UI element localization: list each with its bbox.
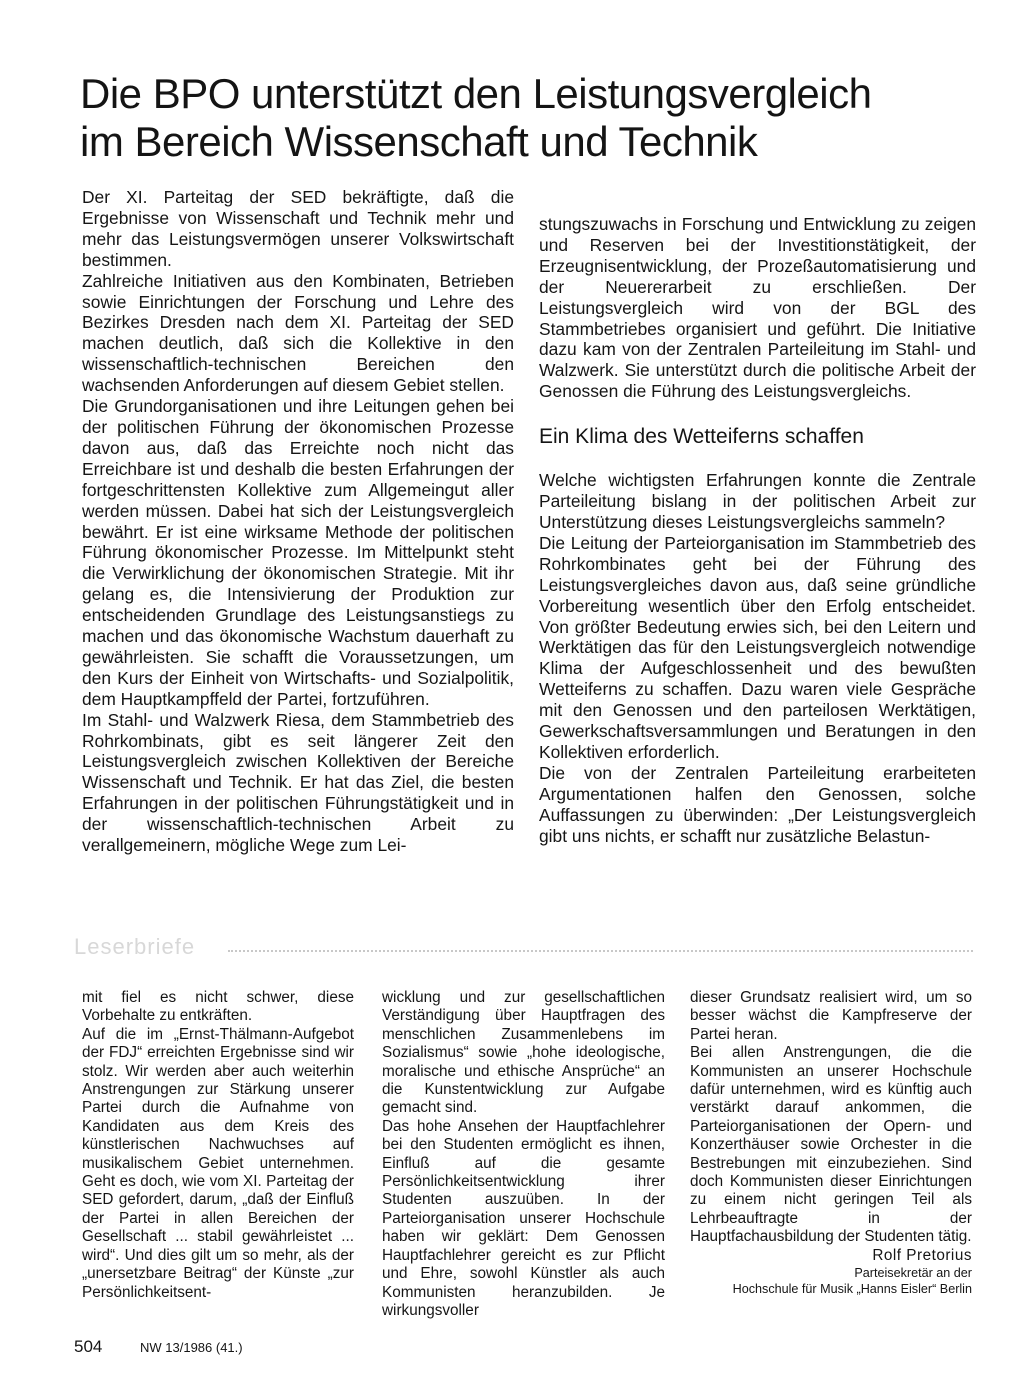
article-paragraph: stungszuwachs in Forschung und Entwicklung zu zeigen und Reserven bei der Investitionstätigkeit, der Erzeugnisentwicklung, der Prozeßautomatisierung und der Neuererarbeit zu erschließen. Der Leistungsvergleich wird von der BGL des Stammbetriebes organisiert und geführt. Die Initiative dazu kam von der Zentralen Parteileitung im Stahl- und Walzwerk. Sie unterstützt durch die politische Arbeit der Genossen die Führung des Leistungsvergleichs.: [539, 214, 976, 402]
letter-paragraph: Bei allen Anstrengungen, die die Kommunisten an unserer Hochschule dafür unternehmen, wird es künftig auch verstärkt darauf ankommen, die Parteiorganisationen der Opern- und Konzerthäuser sowie Orchester in die Bestrebungen mit einzubeziehen. Sind doch Kommunisten dieser Einrichtungen zu einem nicht geringen Teil als Lehrbeauftragte in der Hauptfachausbildung der Studenten tätig.: [690, 1044, 972, 1246]
article-paragraph: Die von der Zentralen Parteileitung erarbeiteten Argumentationen halfen den Genossen, solche Auffassungen zu überwinden: „Der Leistungsvergleich gibt uns nichts, er schafft nur zusätzliche Belastun-: [539, 762, 976, 846]
article-title-line-1: Die BPO unterstützt den Leistungsvergleich: [80, 70, 872, 117]
letter-paragraph: mit fiel es nicht schwer, diese Vorbehalte zu entkräften.: [82, 989, 354, 1025]
letter-author: Rolf Pretorius: [872, 1246, 972, 1264]
article-title: [80, 70, 980, 166]
letter-paragraph: wicklung und zur gesellschaftlichen Verständigung über Hauptfragen des menschlichen Zusammenlebens im Sozialismus“ sowie „hohe ideologische, moralische und ethische Ansprüche“ an die Kunstentwicklung zur Aufgabe gemacht sind.: [382, 989, 665, 1117]
letter-paragraph: dieser Grundsatz realisiert wird, um so besser wächst die Kampfreserve der Partei heran.: [690, 989, 972, 1043]
article-paragraph: Die Leitung der Parteiorganisation im Stammbetrieb des Rohrkombinates geht bei der Führung des Leistungsvergleiches davon aus, daß seine gründliche Vorbereitung wesentlich über den Erfolg entscheidet. Von größter Bedeutung erwies sich, bei den Leitern und Werktätigen das für den Leistungsvergleich notwendige Klima der Aufgeschlossenheit und des bewußten Wetteiferns zu schaffen. Dazu waren viele Gespräche mit den Genossen und den parteilosen Werktätigen, Gewerkschaftsversammlungen und Beratungen in den Kollektiven erforderlich.: [539, 532, 976, 762]
letter-paragraph: Auf die im „Ernst-Thälmann-Aufgebot der FDJ“ erreichten Ergebnisse sind wir stolz. Wir werden aber auch weiterhin Anstrengungen zur Stärkung unserer Partei durch die Aufnahme von Kandidaten aus dem Kreis des künstlerischen Nachwuchses auf musikalischem Gebiet unternehmen. Geht es doch, wie vom XI. Parteitag der SED gefordert, darum, „daß der Einfluß der Partei in allen Bereichen der Gesellschaft ... stabil gewährleistet ... wird“. Und dies gilt um so mehr, als der „unersetzbare Beitrag“ der Künste „zur Persönlichkeitsent-: [82, 1025, 354, 1301]
issue-reference: NW 13/1986 (41.): [140, 1340, 243, 1355]
letter-author-role-line-2: Hochschule für Musik „Hanns Eisler“ Berlin: [732, 1282, 972, 1297]
article-paragraph: Zahlreiche Initiativen aus den Kombinaten, Betrieben sowie Einrichtungen der Forschung und Lehre des Bezirkes Dresden nach dem XI. Parteitag der SED machen deutlich, daß sich die Kollektive in den wissenschaftlich-technischen Bereichen den wachsenden Anforderungen auf diesem Gebiet stellen.: [82, 270, 514, 396]
section-label-leserbriefe: Leserbriefe: [74, 934, 196, 959]
letter-author-role-line-1: Parteisekretär an der: [854, 1266, 972, 1281]
article-paragraph: Welche wichtigsten Erfahrungen konnte die Zentrale Parteileitung bislang in der politischen Arbeit zur Unterstützung dieses Leistungsvergleichs sammeln?: [539, 470, 976, 532]
article-title-line-2: im Bereich Wissenschaft und Technik: [80, 118, 758, 165]
page-number: 504: [74, 1337, 103, 1356]
letter-paragraph: Das hohe Ansehen der Hauptfachlehrer bei den Studenten ermöglicht es ihnen, Einfluß auf die gesamte Persönlichkeitsentwicklung ihrer Studenten auszuüben. In der Parteiorganisation unserer Hochschule haben wir geklärt: Dem Genossen Hauptfachlehrer gereicht es zur Pflicht und Ehre, sowohl Künstler als auch Kommunisten heranzubilden. Je wirkungsvoller: [382, 1117, 665, 1319]
article-paragraph: Im Stahl- und Walzwerk Riesa, dem Stammbetrieb des Rohrkombinats, gibt es seit längerer Zeit den Leistungsvergleich zwischen Kollektiven der Bereiche Wissenschaft und Technik. Er hat das Ziel, die besten Erfahrungen in der politischen Führungstätigkeit und in der wissenschaftlich-technischen Arbeit zu verallgemeinern, mögliche Wege zum Lei-: [82, 709, 514, 856]
article-subheading: Ein Klima des Wetteiferns schaffen: [539, 425, 864, 449]
article-column-1: [82, 187, 514, 856]
article-paragraph: Der XI. Parteitag der SED bekräftigte, daß die Ergebnisse von Wissenschaft und Technik mehr und mehr das Leistungsvermögen unserer Volkswirtschaft bestimmen.: [82, 187, 514, 270]
article-paragraph: Die Grundorganisationen und ihre Leitungen gehen bei der politischen Führung der ökonomischen Prozesse davon aus, daß das Erreichte noch nicht das Erreichbare ist und deshalb die besten Erfahrungen der fortgeschrittensten Kollektive zum Allgemeingut aller werden müssen. Dabei hat sich der Leistungsvergleich bewährt. Er ist eine wirksame Methode der politischen Führung ökonomischer Prozesse. Im Mittelpunkt steht die Verwirklichung der ökonomischen Strategie. Mit ihr gelang es, die Intensivierung der Produktion zur entscheidenden Grundlage des Leistungsanstiegs zu machen und das ökonomische Wachstum dauerhaft zu gewährleisten. Sie schafft die Voraussetzungen, um den Kurs der Einheit von Wirtschafts- und Sozialpolitik, dem Hauptkampffeld der Partei, fortzuführen.: [82, 396, 514, 709]
letter-column-3: [690, 989, 972, 1297]
section-divider: [228, 950, 973, 952]
article-column-2: [539, 214, 976, 846]
letter-column-2: [382, 989, 665, 1320]
letter-column-1: [82, 989, 354, 1302]
